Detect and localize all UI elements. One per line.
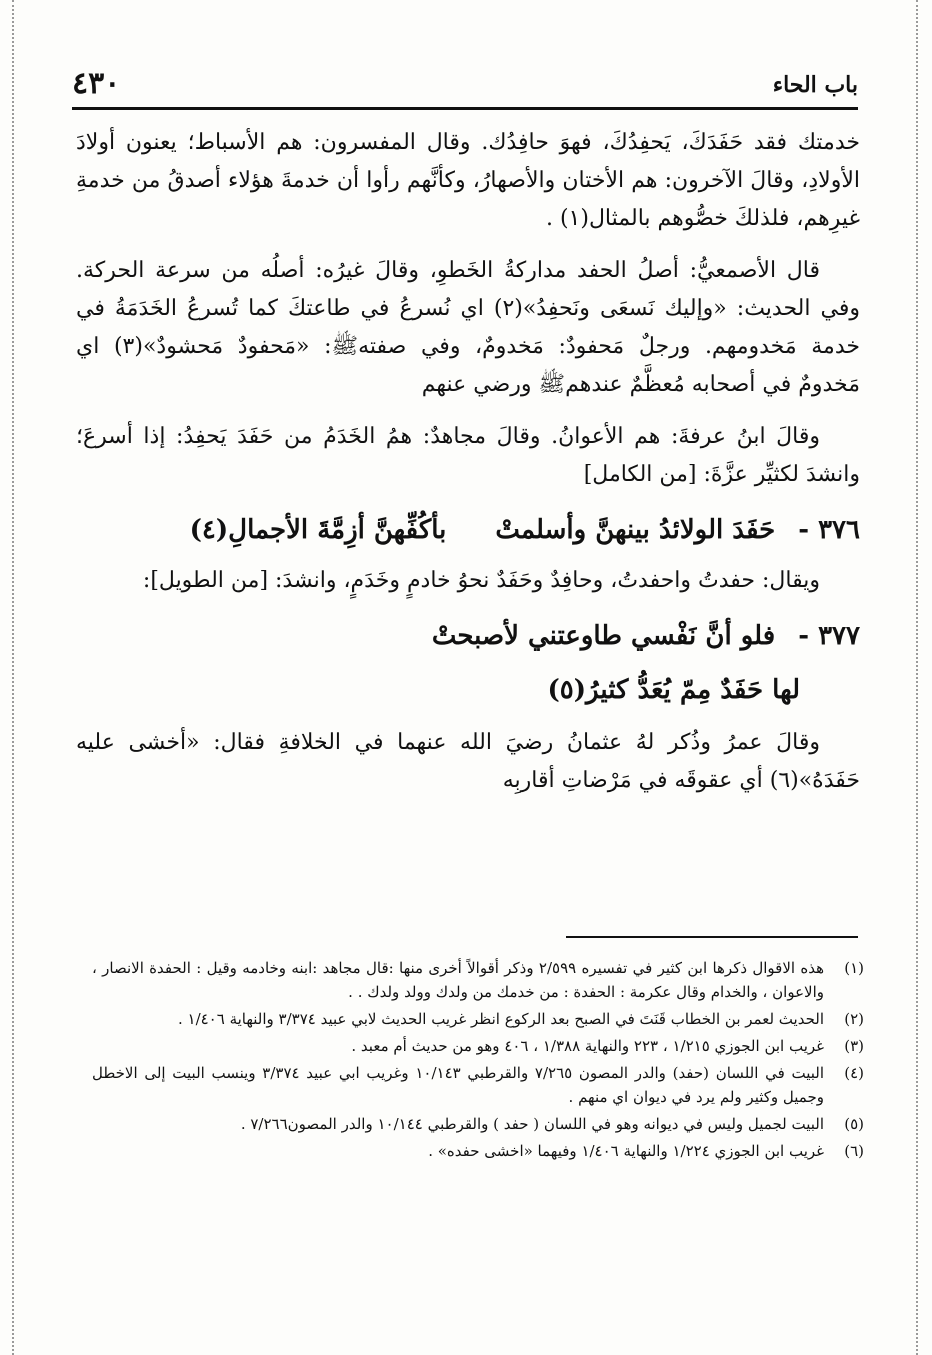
left-dotted-border [12, 0, 14, 1355]
footnote-number: (٢) [844, 1010, 864, 1028]
footnote-number: (١) [844, 959, 864, 977]
paragraph-2: قال الأصمعيُّ: أصلُ الحفد مداركةُ الخَطوِ، وقالَ غيرُه: أصلُه من سرعة الحركة. وفي الحديث: «وإليك نَسعَى ونَحفِدُ»(٢) اي نُسرعُ في طاعتكَ كما تُسرعُ الخَدَمَةُ في خدمة مَخدومهم. ورجلٌ مَحفودٌ: مَخدومٌ، وفي صفتهﷺ: «مَحفودٌ مَحشودٌ»(٣) اي مَخدومٌ في أصحابه مُعظَّمٌ عندهمﷺ ورضي عنهم [76, 258, 860, 397]
footnote-4 [92, 1061, 864, 1109]
page-number: ٤٣٠ [72, 66, 121, 101]
footnote-number: (٦) [844, 1142, 864, 1160]
verse-376-first-hemistich: حَفَدَ الولائدُ بينهنَّ وأسلمتْ [495, 515, 776, 545]
verse-377-first-hemistich: فلو أنَّ نَفْسي طاوعتني لأصبحتْ [431, 621, 776, 651]
footnote-number: (٣) [844, 1037, 864, 1055]
footnote-1 [92, 956, 864, 1004]
verse-377-number: ٣٧٧ - [798, 621, 860, 651]
footnote-number: (٥) [844, 1115, 864, 1133]
verse-376-number: ٣٧٦ - [798, 515, 860, 545]
footnote-6 [92, 1139, 864, 1163]
paragraph-5: وقالَ عمرُ وذُكر لهُ عثمانُ رضيَ الله عنهما في الخلافةِ فقال: «أخشى عليه حَفَدَهُ»(٦) أي عقوقَه في مَرْضاتِ أقاربِه [76, 730, 860, 793]
footnote-separator [566, 936, 858, 938]
verse-377 [76, 614, 860, 658]
paragraph-4: ويقال: حفدتُ واحفدتُ، وحافِدٌ وحَفَدٌ نحوُ خادمٍ وخَدَمٍ، وانشدَ: [من الطويل]: [142, 568, 820, 593]
paragraph-3: وقالَ ابنُ عرفةَ: هم الأعوانُ. وقالَ مجاهدٌ: همُ الخَدَمُ من حَفَدَ يَحفِدُ: إذا أسرعَ؛ وانشدَ لكثيِّر عزَّةَ: [من الكامل] [76, 424, 860, 487]
footnote-text: غريب ابن الجوزي ١/٢٢٤ والنهاية ١/٤٠٦ وفيهما «اخشى حفده» . [428, 1142, 824, 1160]
footnote-text: هذه الاقوال ذكرها ابن كثير في تفسيره ٢/٥٩٩ وذكر أقوالاً أخرى منها :قال مجاهد :ابنه وخادمه وقيل : الحفدة الانصار ، والاعوان ، والخدام وقال عكرمة : الحفدة : من خدمك من ولدك وولد ولدك . . [92, 959, 824, 1001]
chapter-title: باب الحاء [772, 72, 858, 98]
verse-377-second-hemistich: لها حَفَدٌ مِمّ يُعَدُّ كثيرُ(٥) [547, 675, 800, 705]
footnote-text: الحديث لعمر بن الخطاب قَنَتَ في الصبح بعد الركوع انظر غريب الحديث لابي عبيد ٣/٣٧٤ والنهاية ١/٤٠٦ . [177, 1010, 824, 1028]
footnotes [92, 956, 864, 1166]
footnote-number: (٤) [844, 1064, 864, 1082]
footnote-text: البيت في اللسان (حفد) والدر المصون ٧/٢٦٥ والقرطبي ١٠/١٤٣ وغريب ابي عبيد ٣/٣٧٤ وينسب البيت إلى الاخطل وجميل وكثير ولم يرد في ديوان اي منهم . [92, 1064, 824, 1106]
footnote-5 [92, 1112, 864, 1136]
right-dotted-border [916, 0, 918, 1355]
verse-376-second-hemistich: بأكُفِّهنَّ أزِمَّةَ الأجمالِ(٤) [189, 515, 447, 545]
footnote-3 [92, 1034, 864, 1058]
main-text [76, 124, 860, 814]
footnote-text: غريب ابن الجوزي ١/٢١٥ ، ٢٢٣ والنهاية ١/٣٨٨ ، ٤٠٦ وهو من حديث أم معبد . [351, 1037, 824, 1055]
footnote-2 [92, 1007, 864, 1031]
footnote-text: البيت لجميل وليس في ديوانه وهو في اللسان ( حفد ) والقرطبي ١٠/١٤٤ والدر المصون٧/٢٦٦ . [240, 1115, 824, 1133]
verse-377-line2 [76, 668, 860, 712]
verse-376 [76, 508, 860, 552]
page-header [72, 62, 858, 110]
paragraph-1: خدمتك فقد حَفَدَكَ، يَحفِدُكَ، فهوَ حافِدُك. وقال المفسرون: هم الأسباط؛ يعنون أولادَ الأولادِ، وقالَ الآخرون: هم الأختان والأصهارُ، وكأنَّهم رأوا أن خدمةَ هؤلاء أصدقُ من خدمةِ غيرِهم، فلذلكَ خصُّوهم بالمثال(١) . [76, 130, 860, 231]
header-rule [72, 107, 858, 110]
